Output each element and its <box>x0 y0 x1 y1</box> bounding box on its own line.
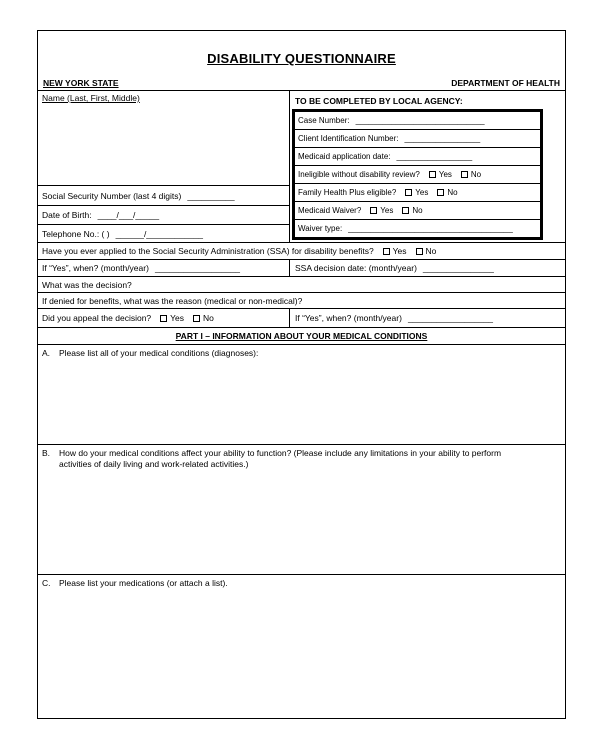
phone-label: Telephone No.: ( ) <box>42 228 110 239</box>
ssa-applied-no-checkbox[interactable] <box>416 248 423 255</box>
dob-row <box>38 206 289 225</box>
local-agency-column <box>290 91 565 242</box>
medicaid-waiver-no-checkbox[interactable] <box>402 207 409 214</box>
phone-field[interactable]: ______/____________ <box>115 228 204 239</box>
appeal-when-cell <box>290 309 565 327</box>
ineligible-no-checkbox[interactable] <box>461 171 468 178</box>
ssa-when-row <box>38 260 565 277</box>
local-agency-box <box>292 109 543 240</box>
ssa-applied-yes-label: Yes <box>392 246 407 256</box>
section-b-function-limitations <box>38 445 565 575</box>
ssn-row <box>38 186 289 206</box>
org-header-row <box>38 66 565 91</box>
section-c-text: Please list your medications (or attach a list). <box>59 578 228 588</box>
phone-row <box>38 225 289 242</box>
section-b-text: How do your medical conditions affect your ability to function? (Please include any limitations in your ability to perform activities of daily living and work-related activities.) <box>59 448 502 470</box>
page-title <box>38 51 565 66</box>
ssa-applied-label: Have you ever applied to the Social Security Administration (SSA) for disability benefits? <box>42 246 374 256</box>
appeal-when-label: If “Yes”, when? (month/year) <box>295 313 402 323</box>
part1-heading: PART I – INFORMATION ABOUT YOUR MEDICAL CONDITIONS <box>175 331 428 341</box>
appeal-no-checkbox[interactable] <box>193 315 200 322</box>
ssa-decision-date-label: SSA decision date: (month/year) <box>295 263 417 273</box>
ineligible-label: Ineligible without disability review? <box>298 170 420 179</box>
ineligible-yes-label: Yes <box>438 170 452 179</box>
name-field[interactable] <box>38 91 289 186</box>
ssa-when-label: If “Yes”, when? (month/year) <box>42 263 149 273</box>
medicaid-waiver-yes-checkbox[interactable] <box>370 207 377 214</box>
section-a-answer-area[interactable] <box>42 359 561 444</box>
section-a-label: A. <box>42 348 51 358</box>
medicaid-waiver-no-label: No <box>412 206 423 215</box>
local-agency-header: TO BE COMPLETED BY LOCAL AGENCY: <box>295 96 463 106</box>
section-a-medical-conditions <box>38 345 565 445</box>
section-b-answer-area[interactable] <box>42 471 561 574</box>
fhp-no-label: No <box>447 188 458 197</box>
ssa-denied-reason-row[interactable] <box>38 293 565 309</box>
case-number-field[interactable]: _____________________________ <box>355 116 485 125</box>
fhp-row <box>295 184 540 202</box>
dob-field[interactable]: ____/___/_____ <box>97 210 160 220</box>
section-b-label: B. <box>42 448 51 458</box>
section-c-answer-area[interactable] <box>42 589 561 718</box>
part1-heading-row <box>38 328 565 345</box>
section-a-text: Please list all of your medical conditions (diagnoses): <box>59 348 259 358</box>
page-title-text: DISABILITY QUESTIONNAIRE <box>207 51 396 66</box>
ssa-applied-yes-checkbox[interactable] <box>383 248 390 255</box>
medicaid-waiver-row <box>295 202 540 220</box>
client-id-field[interactable]: _________________ <box>404 134 481 143</box>
form-page <box>37 30 566 719</box>
appeal-row <box>38 309 565 328</box>
dob-label: Date of Birth: <box>42 210 92 220</box>
client-id-label: Client Identification Number: <box>298 134 399 143</box>
appeal-yes-checkbox[interactable] <box>160 315 167 322</box>
ssa-decision-label: What was the decision? <box>42 279 132 290</box>
case-number-row <box>295 112 540 130</box>
ineligible-no-label: No <box>470 170 482 179</box>
section-b-head <box>42 448 561 471</box>
section-c-label: C. <box>42 578 51 588</box>
ssa-decision-date-field[interactable]: _______________ <box>422 263 494 273</box>
ssa-when-cell <box>38 260 290 276</box>
ssa-when-field[interactable]: __________________ <box>154 263 241 273</box>
case-number-label: Case Number: <box>298 116 350 125</box>
waiver-type-label: Waiver type: <box>298 224 343 233</box>
section-a-head <box>42 348 561 359</box>
medicaid-date-row <box>295 148 540 166</box>
medicaid-waiver-yes-label: Yes <box>380 206 394 215</box>
appeal-no-label: No <box>203 313 214 323</box>
fhp-yes-label: Yes <box>415 188 429 197</box>
ssa-decision-date-cell <box>290 260 565 276</box>
medicaid-date-label: Medicaid application date: <box>298 152 391 161</box>
top-table <box>38 91 565 243</box>
fhp-label: Family Health Plus eligible? <box>298 188 397 197</box>
applicant-column <box>38 91 290 242</box>
waiver-type-field[interactable]: _____________________________________ <box>348 224 513 233</box>
medicaid-date-field[interactable]: _________________ <box>396 152 473 161</box>
ssa-denied-reason-label: If denied for benefits, what was the reason (medical or non-medical)? <box>42 295 303 306</box>
name-label: Name (Last, First, Middle) <box>42 93 140 103</box>
appeal-when-field[interactable]: __________________ <box>407 313 494 323</box>
ssn-field[interactable]: __________ <box>187 190 235 201</box>
fhp-yes-checkbox[interactable] <box>405 189 412 196</box>
appeal-cell <box>38 309 290 327</box>
appeal-label: Did you appeal the decision? <box>42 313 152 323</box>
section-c-medications <box>38 575 565 718</box>
section-c-head <box>42 578 561 589</box>
ssa-applied-row <box>38 243 565 260</box>
medicaid-waiver-label: Medicaid Waiver? <box>298 206 362 215</box>
org-right-label: DEPARTMENT OF HEALTH <box>451 78 560 88</box>
client-id-row <box>295 130 540 148</box>
ineligible-row <box>295 166 540 184</box>
appeal-yes-label: Yes <box>170 313 185 323</box>
waiver-type-row <box>295 220 540 237</box>
ineligible-yes-checkbox[interactable] <box>429 171 436 178</box>
ssn-label: Social Security Number (last 4 digits) <box>42 190 182 201</box>
ssa-decision-row[interactable] <box>38 277 565 293</box>
fhp-no-checkbox[interactable] <box>437 189 444 196</box>
org-left-label: NEW YORK STATE <box>43 78 119 88</box>
ssa-applied-no-label: No <box>425 246 437 256</box>
